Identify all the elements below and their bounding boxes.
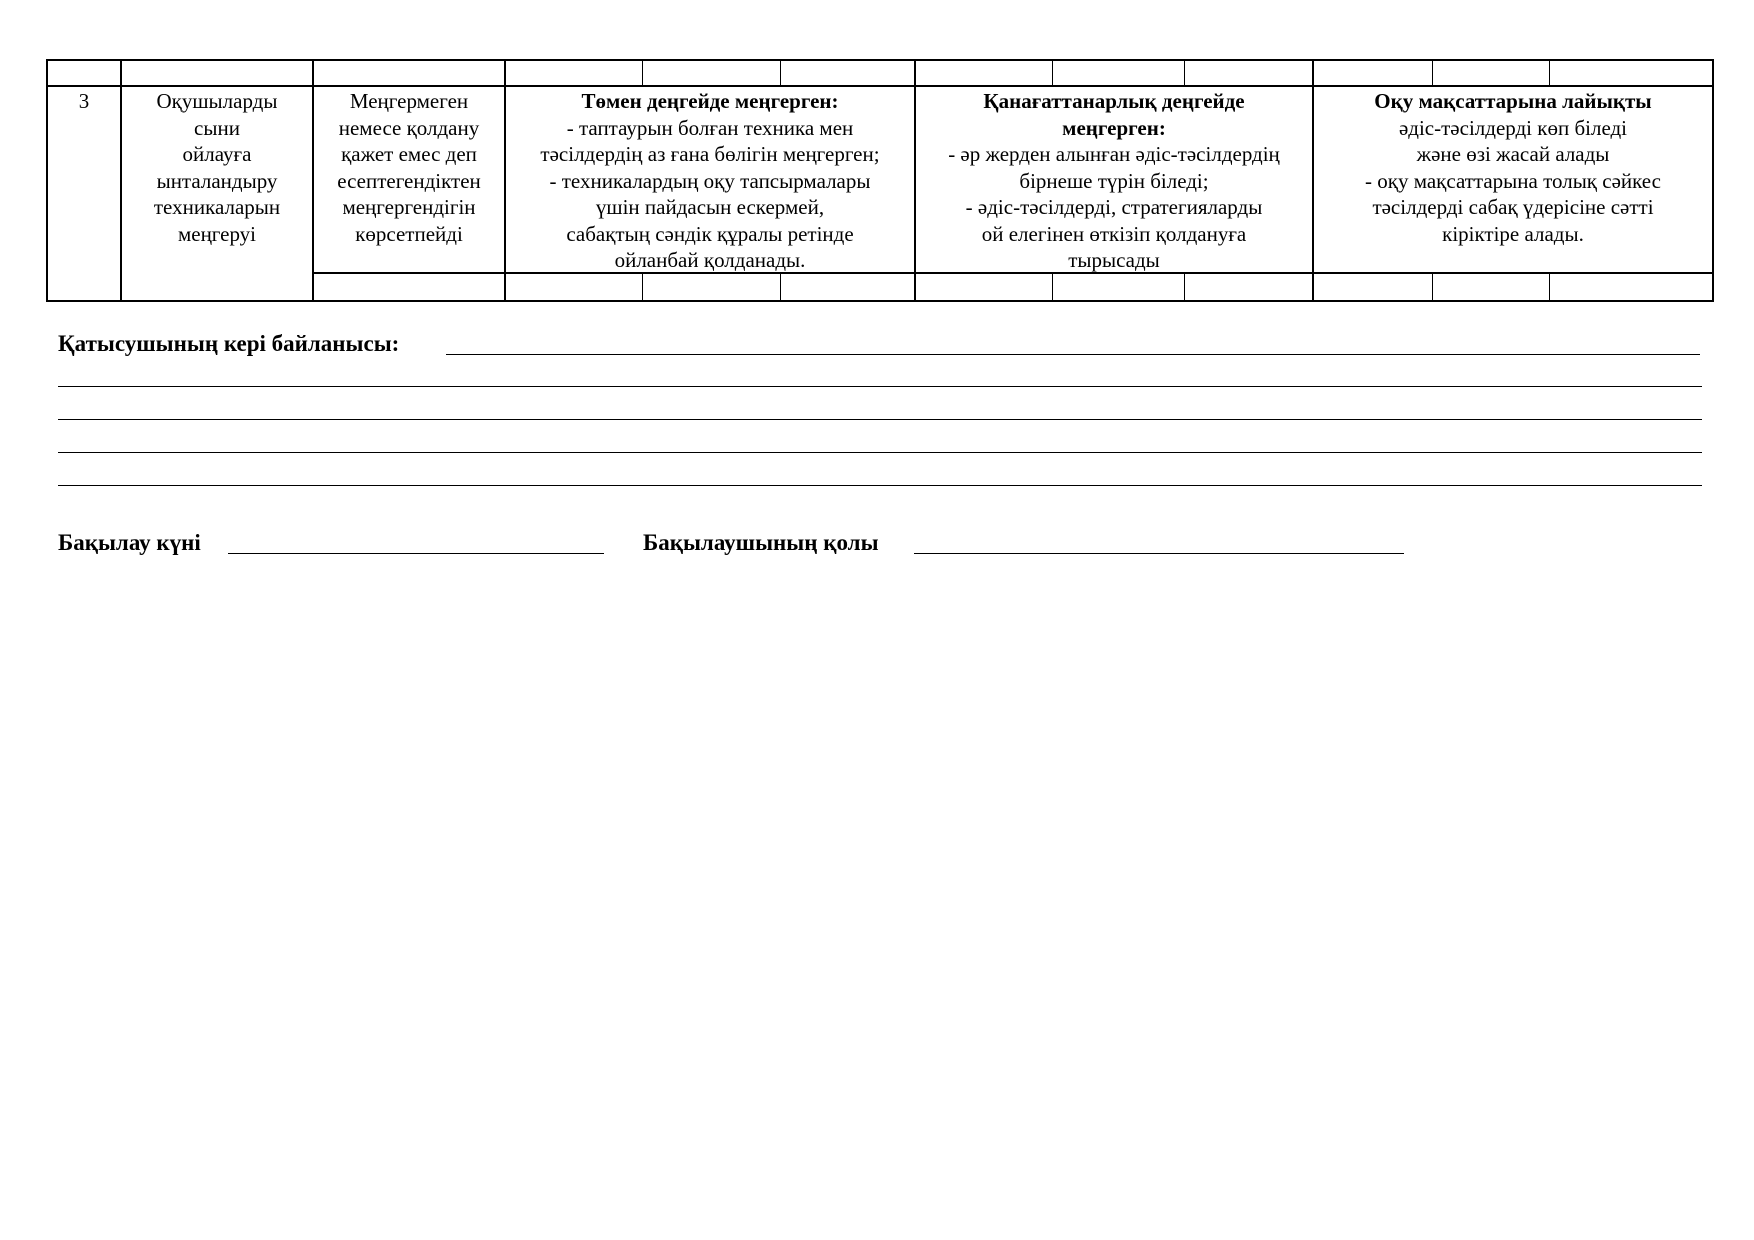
level1-line: ойланбай қолданады. — [614, 248, 806, 272]
sub-col-top-d — [1184, 59, 1185, 86]
date-label: Бақылау күні — [58, 530, 201, 555]
feedback-line[interactable] — [58, 419, 1702, 420]
level1-line: - таптаурын болған техника мен — [566, 115, 854, 140]
level3-line: әдіс-тәсілдерді көп біледі — [1398, 115, 1628, 140]
sub-col-bottom-b — [780, 272, 781, 301]
level2-line: - әдіс-тәсілдерді, стратегияларды — [965, 195, 1263, 219]
signature-line[interactable] — [914, 553, 1404, 554]
level2-cell — [916, 88, 1312, 274]
sub-col-bottom-d — [1184, 272, 1185, 301]
sub-col-top-f — [1549, 59, 1550, 86]
level3-line: кіріктіре алады. — [1442, 221, 1584, 246]
row-number-text: 3 — [78, 89, 90, 113]
level0-line: қажет емес деп — [341, 142, 477, 166]
criterion-line: меңгеруі — [177, 221, 257, 246]
feedback-line[interactable] — [58, 485, 1702, 486]
level2-title: меңгерген: — [1062, 115, 1166, 140]
level0-line: Меңгермеген — [349, 89, 469, 113]
level0-line: көрсетпейді — [355, 221, 463, 246]
col-border-6 — [1712, 59, 1714, 302]
level2-line: тырысады — [1068, 248, 1160, 272]
level2-title: Қанағаттанарлық деңгейде — [983, 89, 1245, 113]
criterion-line: сыни — [194, 115, 240, 140]
level0-line: меңгергендігін — [342, 195, 476, 219]
level2-line: бірнеше түрін біледі; — [1019, 168, 1209, 193]
sub-col-bottom-c — [1052, 272, 1053, 301]
sub-col-top-e — [1432, 59, 1433, 86]
level3-title: Оқу мақсаттарына лайықты — [1374, 89, 1652, 113]
sub-col-top-b — [780, 59, 781, 86]
level3-cell — [1314, 88, 1712, 247]
signature-label: Бақылаушының қолы — [643, 530, 879, 555]
criterion-line: техникаларын — [153, 195, 281, 219]
feedback-label: Қатысушының кері байланысы: — [58, 331, 400, 356]
level0-line: немесе қолдану — [338, 115, 480, 140]
level3-line: тәсілдерді сабақ үдерісіне сәтті — [1372, 195, 1654, 219]
feedback-line[interactable] — [446, 354, 1700, 355]
level0-line: есептегендіктен — [337, 168, 481, 193]
level1-title: Төмен деңгейде меңгерген: — [581, 89, 839, 113]
criterion-line: ынталандыру — [156, 168, 278, 193]
sub-col-top-a — [642, 59, 643, 86]
level3-line: - оқу мақсаттарына толық сәйкес — [1365, 168, 1661, 193]
date-line[interactable] — [228, 553, 604, 554]
level1-line: тәсілдердің аз ғана бөлігін меңгерген; — [540, 142, 880, 166]
level1-line: - техникалардың оқу тапсырмалары — [549, 168, 871, 193]
table-bottom-border — [46, 300, 1714, 302]
sub-col-bottom-a — [642, 272, 643, 301]
sub-col-bottom-f — [1549, 272, 1550, 301]
criterion-line: Оқушыларды — [156, 89, 278, 113]
sub-col-bottom-e — [1432, 272, 1433, 301]
level1-cell — [506, 88, 914, 274]
level1-line: сабақтың сәндік құралы ретінде — [566, 221, 854, 246]
row-number — [48, 88, 120, 115]
level2-line: ой елегінен өткізіп қолдануға — [981, 221, 1247, 246]
criterion-cell — [122, 88, 312, 247]
feedback-line[interactable] — [58, 452, 1702, 453]
sub-col-top-c — [1052, 59, 1053, 86]
criterion-line: ойлауға — [182, 142, 252, 166]
feedback-line[interactable] — [58, 386, 1702, 387]
level0-cell — [314, 88, 504, 247]
table-top-border — [46, 59, 1714, 61]
level2-line: - әр жерден алынған әдіс-тәсілдердің — [948, 142, 1280, 166]
level1-line: үшін пайдасын ескермей, — [595, 195, 825, 219]
table-header-row-border — [46, 85, 1714, 87]
level3-line: және өзі жасай алады — [1416, 142, 1610, 166]
